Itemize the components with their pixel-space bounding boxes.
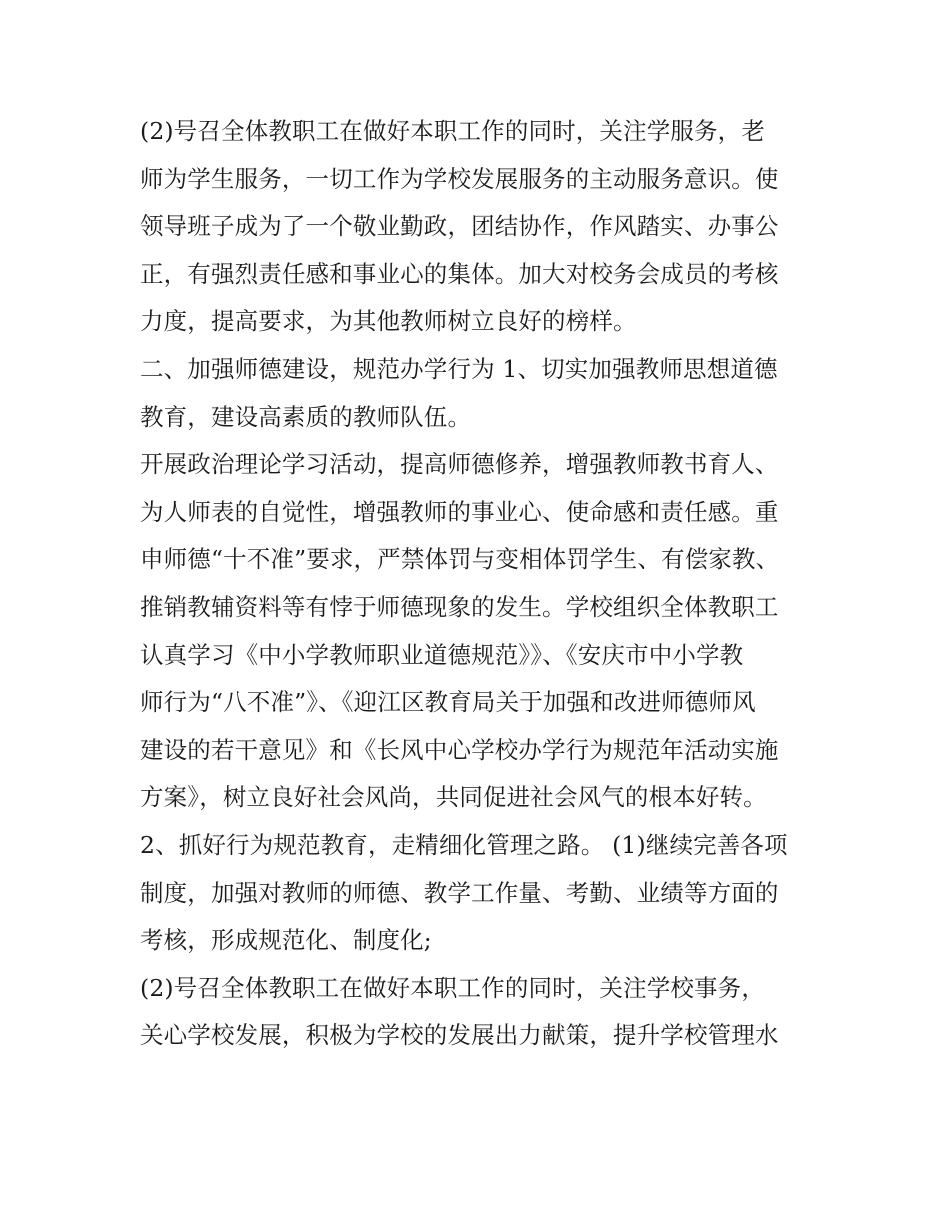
text-line-2: 师为学生服务，一切工作为学校发展服务的主动服务意识。使 bbox=[140, 164, 779, 193]
text-line-11: 推销教辅资料等有悖于师德现象的发生。学校组织全体教职工 bbox=[140, 592, 779, 621]
text-line-4: 正，有强烈责任感和事业心的集体。加大对校务会成员的考核 bbox=[140, 259, 779, 288]
text-line-17: 制度，加强对教师的师德、教学工作量、考勤、业绩等方面的 bbox=[140, 878, 779, 907]
text-line-12: 认真学习《中小学教师职业道德规范》》、《安庆市中小学教 bbox=[140, 640, 744, 669]
document-body bbox=[140, 108, 820, 1060]
text-line-9: 为人师表的自觉性，增强教师的事业心、使命感和责任感。重 bbox=[140, 497, 779, 526]
text-line-1: (2)号召全体教职工在做好本职工作的同时，关注学服务，老 bbox=[140, 117, 765, 145]
text-line-7: 教育，建设高素质的教师队伍。 bbox=[140, 402, 472, 431]
text-line-18: 考核，形成规范化、制度化; bbox=[140, 926, 432, 955]
text-line-14: 建设的若干意见》和《长风中心学校办学行为规范年活动实施 bbox=[140, 735, 779, 764]
text-line-3: 领导班子成为了一个敬业勤政，团结协作，作风踏实、办事公 bbox=[140, 212, 779, 241]
text-line-19: (2)号召全体教职工在做好本职工作的同时，关注学校事务， bbox=[140, 973, 765, 1002]
text-line-13: 师行为“八不准”》、《迎江区教育局关于加强和改进师德师风 bbox=[140, 688, 756, 717]
text-line-20: 关心学校发展，积极为学校的发展出力献策，提升学校管理水 bbox=[140, 1021, 779, 1050]
text-line-16: 2、抓好行为规范教育，走精细化管理之路。 (1)继续完善各项 bbox=[140, 830, 788, 859]
text-line-6: 二、加强师德建设，规范办学行为 1、切实加强教师思想道德 bbox=[140, 354, 778, 383]
text-line-15: 方案》，树立良好社会风尚，共同促进社会风气的根本好转。 bbox=[140, 783, 767, 812]
text-line-5: 力度，提高要求，为其他教师树立良好的榜样。 bbox=[140, 307, 637, 336]
text-line-10: 申师德“十不准”要求，严禁体罚与变相体罚学生、有偿家教、 bbox=[140, 545, 780, 574]
text-line-8: 开展政治理论学习活动，提高师德修养，增强教师教书育人、 bbox=[140, 450, 779, 479]
